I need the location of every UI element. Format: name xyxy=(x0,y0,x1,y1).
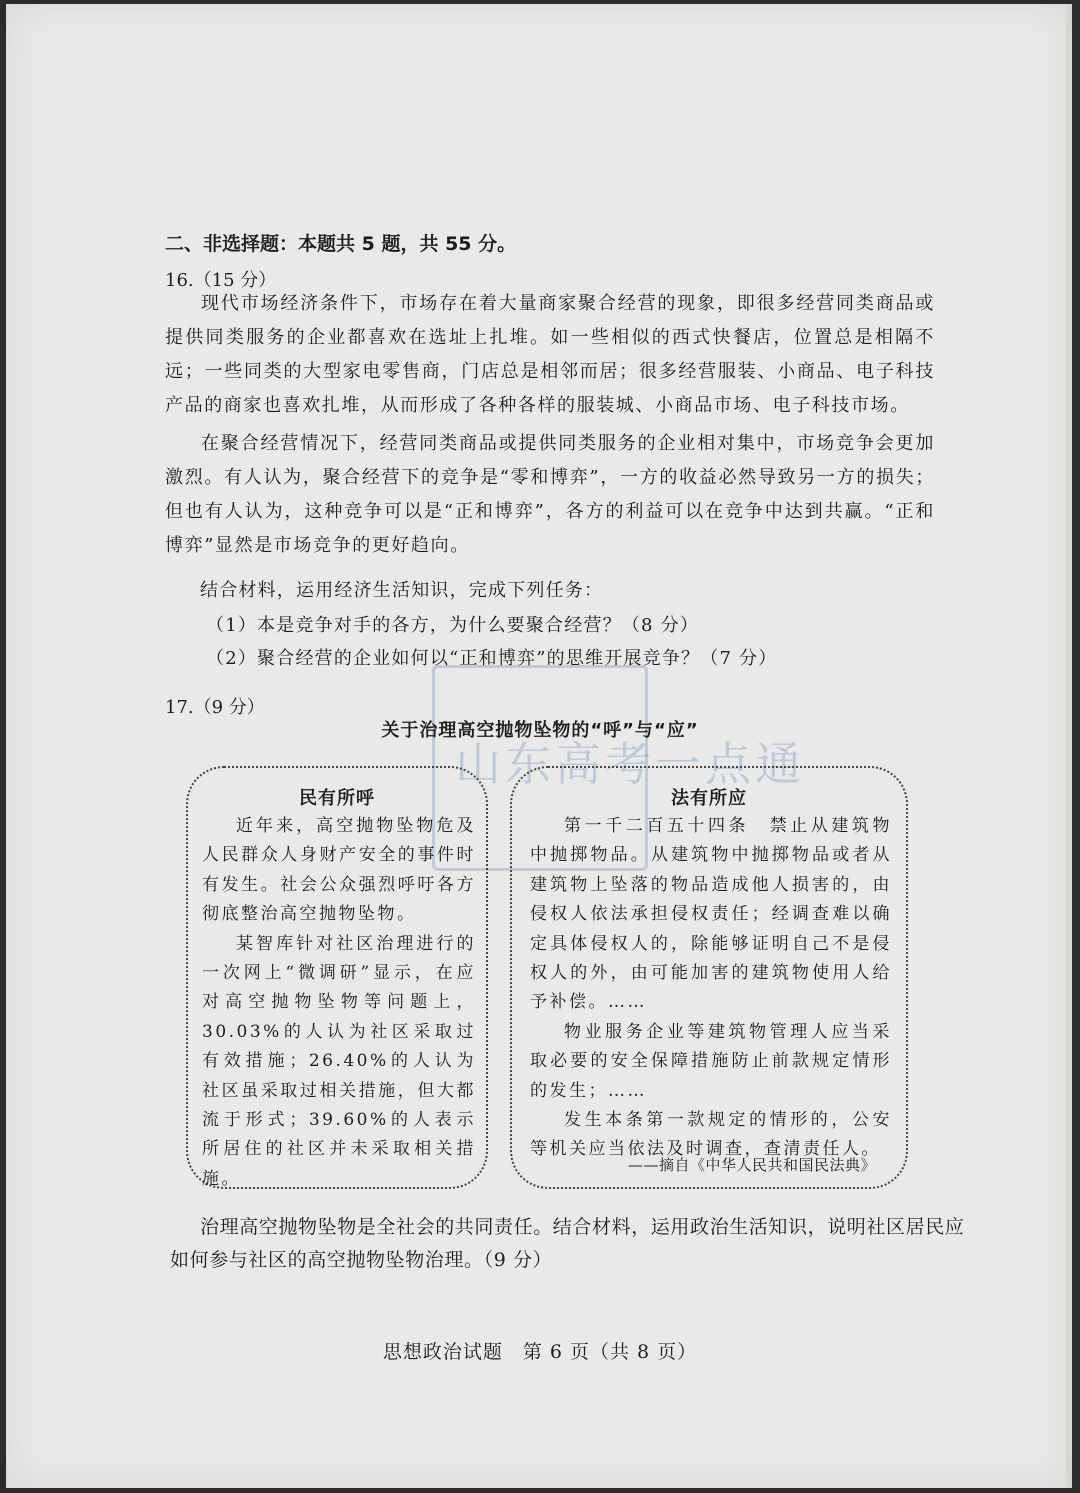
paper-edge xyxy=(1066,4,1072,1488)
q16-paragraph-2: 在聚合经营情况下，经营同类商品或提供同类服务的企业相对集中，市场竞争会更加激烈。有人认为，聚合经营下的竞争是“零和博弈”，一方的收益必然导致另一方的损失；但也有人认为，这种竞争可以是“正和博弈”，各方的利益可以在竞争中达到共赢。“正和博弈”显然是市场竞争的更好趋向。 xyxy=(165,433,935,556)
right-box-paragraph-2: 物业服务企业等建筑物管理人应当采取必要的安全保障措施防止前款规定情形的发生；…… xyxy=(530,1021,892,1101)
q16-paragraph-1: 现代市场经济条件下，市场存在着大量商家聚合经营的现象，即很多经营同类商品或提供同类服务的企业都喜欢在选址上扎堆。如一些相似的西式快餐店，位置总是相隔不远；一些同类的大型家电零售商，门店总是相邻而居；很多经营服装、小商品、电子科技产品的商家也喜欢扎堆，从而形成了各种各样的服装城、小商品市场、电子科技市场。 xyxy=(165,293,935,416)
page-footer: 思想政治试题 第 6 页（共 8 页） xyxy=(382,1341,698,1363)
question-17-number: 17.（9 分） xyxy=(165,697,265,718)
left-box-paragraph-2: 某智库针对社区治理进行的一次网上“微调研”显示，在应对高空抛物坠物等问题上，30.03%的人认为社区采取过有效措施；26.40%的人认为社区虽采取过相关措施，但大都流于形式；39.60%的人表示所居住的社区并未采取相关措施。 xyxy=(202,933,476,1189)
right-box-paragraph-1: 第一千二百五十四条 禁止从建筑物中抛掷物品。从建筑物中抛掷物品或者从建筑物上坠落的物品造成他人损害的，由侵权人依法承担侵权责任；经调查难以确定具体侵权人的，除能够证明自己不是侵权人的外，由可能加害的建筑物使用人给予补偿。…… xyxy=(530,816,892,1013)
q16-subquestion-2: （2）聚合经营的企业如何以“正和博弈”的思维开展竞争？（7 分） xyxy=(206,648,778,669)
q17-question-line-1: 治理高空抛物坠物是全社会的共同责任。结合材料，运用政治生活知识，说明社区居民应 xyxy=(200,1216,965,1238)
q16-task: 结合材料，运用经济生活知识，完成下列任务： xyxy=(200,580,604,601)
right-box-paragraph-3: 发生本条第一款规定的情形的，公安等机关应当依法及时调查，查清责任人。 xyxy=(530,1110,892,1160)
left-material-box xyxy=(186,766,488,1189)
watermark-text: 山东高考一点通 xyxy=(455,737,805,791)
question-16-number: 16.（15 分） xyxy=(165,270,277,291)
q17-title: 关于治理高空抛物坠物的“呼”与“应” xyxy=(381,720,699,741)
section-title: 二、非选择题：本题共 5 题，共 55 分。 xyxy=(165,233,517,255)
right-material-box xyxy=(510,766,908,1189)
left-box-body xyxy=(202,812,476,1194)
right-box-title: 法有所应 xyxy=(671,788,747,809)
q17-question-line-2: 如何参与社区的高空抛物坠物治理。（9 分） xyxy=(170,1249,553,1271)
q16-subquestion-1: （1）本是竞争对手的各方，为什么要聚合经营？（8 分） xyxy=(206,615,700,636)
right-box-body xyxy=(530,812,892,1165)
left-box-paragraph-1: 近年来，高空抛物坠物危及人民群众人身财产安全的事件时有发生。社会公众强烈呼吁各方彻底整治高空抛物坠物。 xyxy=(202,816,476,925)
left-box-title: 民有所呼 xyxy=(299,788,375,809)
right-box-source: ——摘自《中华人民共和国民法典》 xyxy=(627,1156,876,1174)
